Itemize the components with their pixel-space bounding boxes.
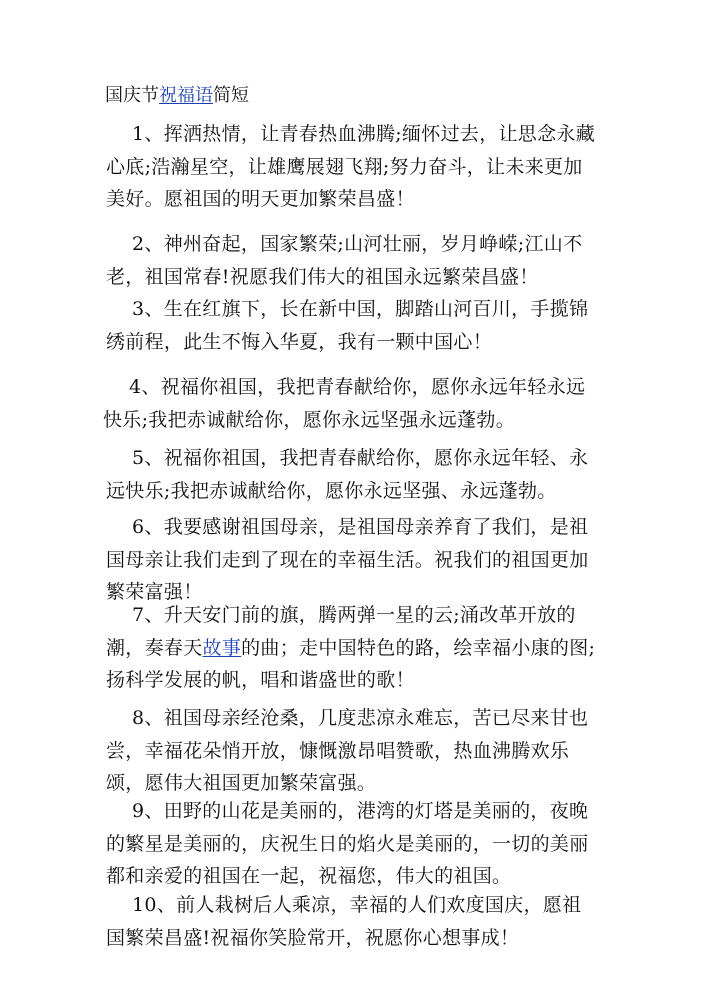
page-title (105, 84, 249, 108)
blessing-item-7 (106, 599, 596, 697)
story-link[interactable]: 故事 (202, 636, 242, 659)
blessing-item-3: 3、生在红旗下，长在新中国，脚踏山河百川，手揽锦绣前程，此生不悔入华夏，我有一颗中国心！ (106, 298, 589, 353)
blessing-item-8: 8、祖国母亲经沧桑，几度悲凉永难忘，苦已尽来甘也尝，幸福花朵悄开放，慷慨激昂唱赞歌，热血沸腾欢乐颂，愿伟大祖国更加繁荣富强。 (106, 707, 589, 794)
title-prefix: 国庆节 (105, 85, 159, 106)
blessing-item-7-after: 的曲；走中国特色的路，绘幸福小康的图;扬科学发展的帆，唱和谐盛世的歌！ (106, 636, 596, 691)
blessing-item-10: 10、前人栽树后人乘凉，幸福的人们欢度国庆，愿祖国繁荣昌盛!祝福你笑脸常开，祝愿你心想事成！ (106, 894, 582, 949)
blessing-item-5: 5、祝福你祖国，我把青春献给你，愿你永远年轻、永远快乐;我把赤诚献给你，愿你永远坚强、永远蓬勃。 (106, 447, 589, 502)
blessing-item-2: 2、神州奋起，国家繁荣;山河壮丽，岁月峥嵘;江山不老，祖国常春!祝愿我们伟大的祖国永远繁荣昌盛！ (106, 233, 583, 288)
blessing-item-9: 9、田野的山花是美丽的，港湾的灯塔是美丽的，夜晚的繁星是美丽的，庆祝生日的焰火是美丽的，一切的美丽都和亲爱的祖国在一起，祝福您，伟大的祖国。 (106, 800, 589, 887)
title-link-blessing[interactable]: 祝福语 (159, 85, 213, 106)
blessing-item-7-before: 7、升天安门前的旗，腾两弹一星的云;涌改革开放的潮，奏春天 (106, 604, 576, 659)
blessing-item-4: 4、祝福你祖国，我把青春献给你，愿你永远年轻永远快乐;我把赤诚献给你，愿你永远坚强永远蓬勃。 (103, 376, 586, 431)
blessing-item-6: 6、我要感谢祖国母亲，是祖国母亲养育了我们，是祖国母亲让我们走到了现在的幸福生活。祝我们的祖国更加繁荣富强！ (106, 516, 589, 603)
title-suffix: 简短 (213, 85, 249, 106)
blessing-item-1: 1、挥洒热情，让青春热血沸腾;缅怀过去，让思念永藏心底;浩瀚星空，让雄鹰展翅飞翔;努力奋斗，让未来更加美好。愿祖国的明天更加繁荣昌盛！ (106, 123, 595, 210)
